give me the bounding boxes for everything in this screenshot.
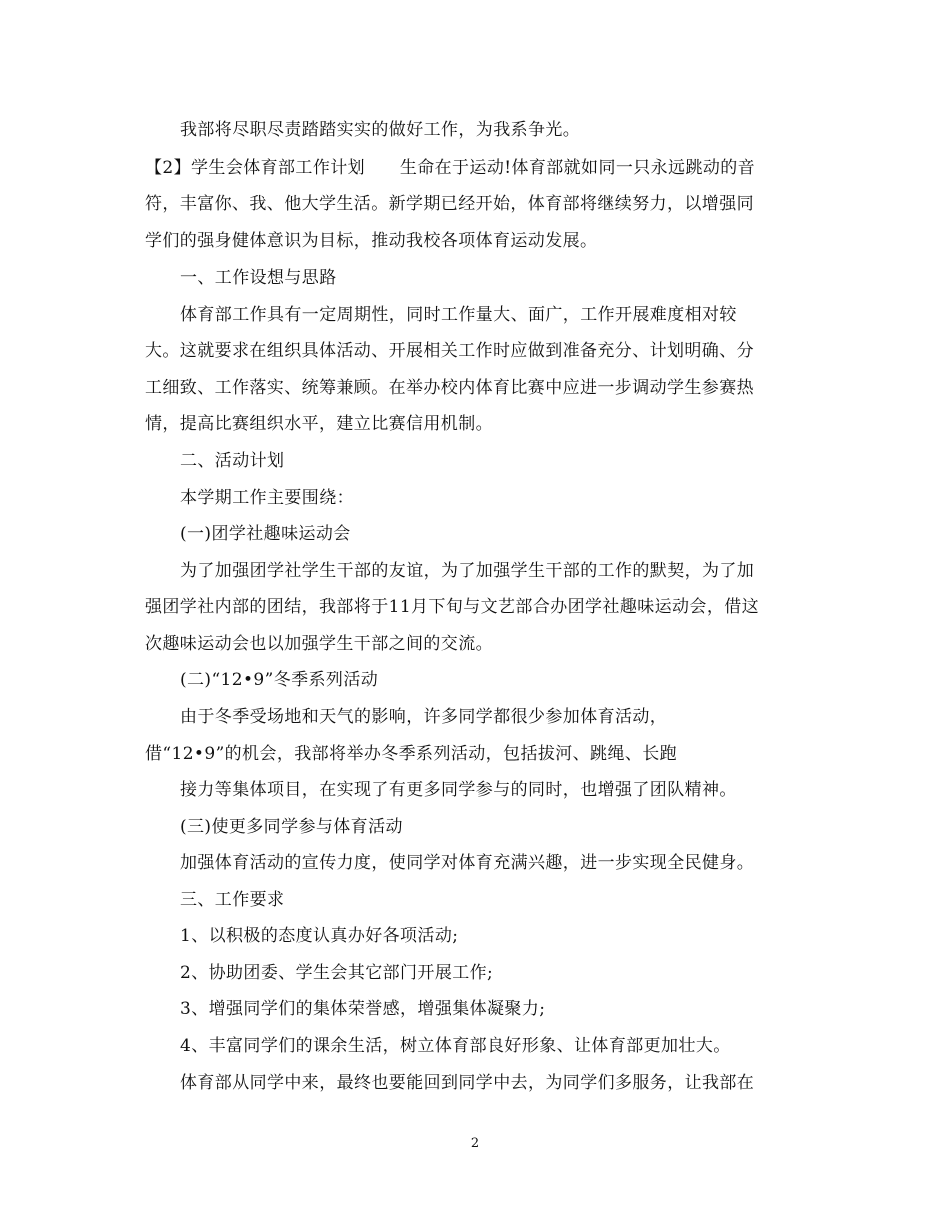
text-line: 符，丰富你、我、他大学生活。新学期已经开始，体育部将继续努力，以增强同 [145,194,754,214]
text-line: 加强体育活动的宣传力度，使同学对体育充满兴趣，进一步实现全民健身。 [180,853,755,873]
text-line: 本学期工作主要围绕： [180,488,354,508]
heading-line: 三、工作要求 [180,890,285,910]
text-line: 次趣味运动会也以加强学生干部之间的交流。 [145,634,493,654]
subheading-line: (二)“12•9”冬季系列活动 [180,670,379,690]
text-line: 接力等集体项目，在实现了有更多同学参与的同时，也增强了团队精神。 [180,780,737,800]
page-number: 2 [470,1136,480,1151]
text-line: 工细致、工作落实、统筹兼顾。在举办校内体育比赛中应进一步调动学生参赛热 [145,378,754,398]
text-line: 我部将尽职尽责踏踏实实的做好工作，为我系争光。 [180,120,581,140]
text-line: 大。这就要求在组织具体活动、开展相关工作时应做到准备充分、计划明确、分 [145,341,754,361]
list-item: 2、协助团委、学生会其它部门开展工作; [180,963,494,983]
text-line: 情，提高比赛组织水平，建立比赛信用机制。 [145,414,493,434]
text-line: 强团学社内部的团结，我部将于11月下旬与文艺部合办团学社趣味运动会，借这 [145,597,760,617]
list-item: 3、增强同学们的集体荣誉感，增强集体凝聚力; [180,999,546,1019]
subheading-line: (一)团学社趣味运动会 [180,524,351,544]
list-item: 1、以积极的态度认真办好各项活动; [180,926,459,946]
text-line: 体育部从同学中来，最终也要能回到同学中去，为同学们多服务，让我部在 [180,1073,755,1093]
text-line: 体育部工作具有一定周期性，同时工作量大、面广，工作开展难度相对较 [180,305,737,325]
text-line: 由于冬季受场地和天气的影响，许多同学都很少参加体育活动， [180,707,668,727]
text-line: 借“12•9”的机会，我部将举办冬季系列活动，包括拔河、跳绳、长跑 [145,744,678,764]
text-line: 学们的强身健体意识为目标，推动我校各项体育运动发展。 [145,231,598,251]
section-heading-line: 【2】学生会体育部工作计划 生命在于运动!体育部就如同一只永远跳动的音 [145,158,756,178]
heading-line: 二、活动计划 [180,451,285,471]
list-item: 4、丰富同学们的课余生活，树立体育部良好形象、让体育部更加壮大。 [180,1036,731,1056]
text-line: 为了加强团学社学生干部的友谊，为了加强学生干部的工作的默契，为了加 [180,561,755,581]
subheading-line: (三)使更多同学参与体育活动 [180,817,403,837]
heading-line: 一、工作设想与思路 [180,268,337,288]
